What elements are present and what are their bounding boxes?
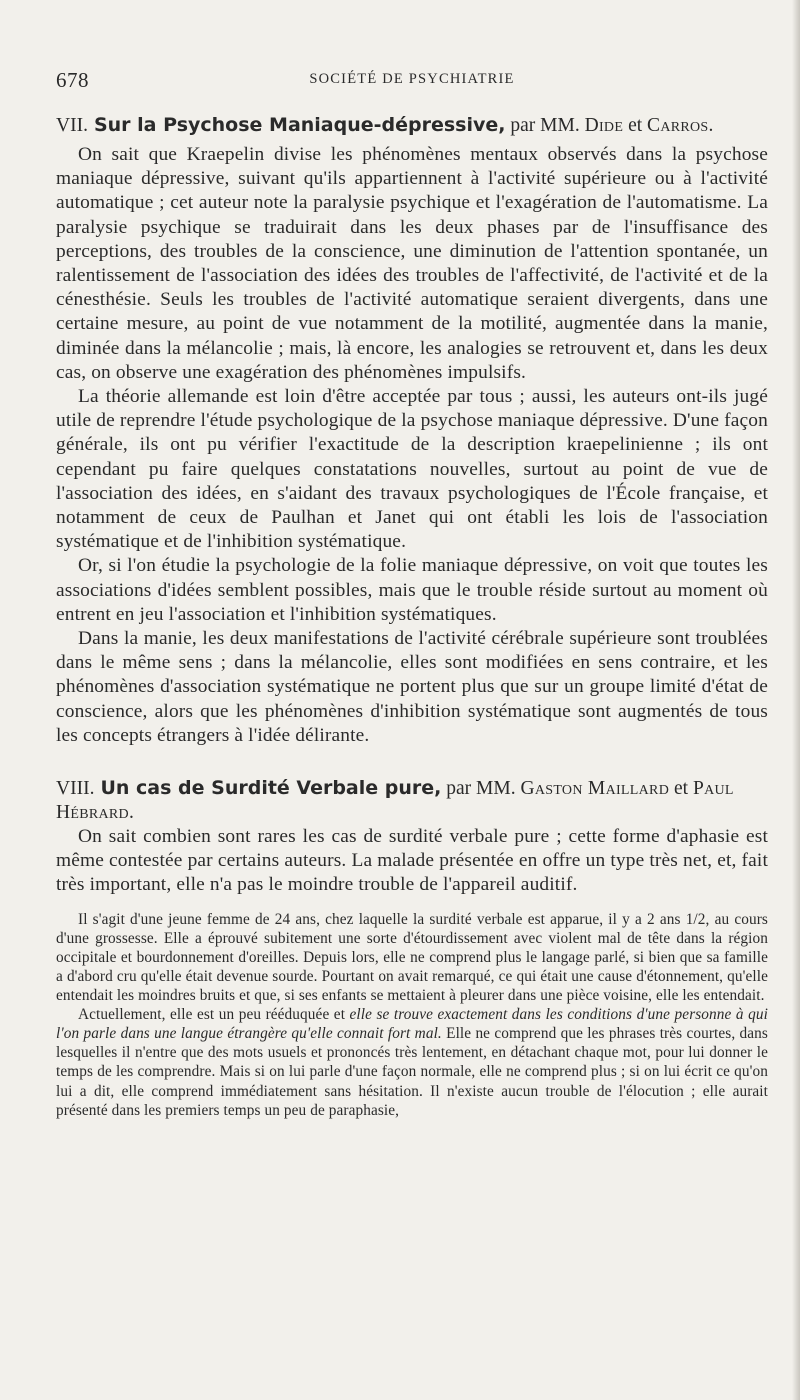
section-vii-heading: [56, 112, 768, 139]
section-vii-author-1: Dide: [584, 115, 624, 136]
section-viii-number: VIII.: [56, 778, 95, 800]
page-content: [56, 112, 768, 1120]
section-viii-author-2: Paul Hébrard.: [56, 778, 734, 824]
section-viii-author-1: Gaston Maillard: [520, 778, 670, 800]
case-report: [56, 910, 768, 1120]
section-vii-paragraph: On sait que Kraepelin divise les phénomènes mentaux observés dans la psychose maniaque dépressive, suivant qu'ils appartiennent à l'activité supérieure ou à l'activité automatique ; cet auteur note la paralysie psychique et l'exagération de l'automatisme. La paralysie psychique se traduirait dans les deux phases par de l'insuffisance des perceptions, des troubles de la conscience, une diminution de l'attention spontanée, un ralentissement de l'association des idées des troubles de l'affectivité, de l'activité et de la cénesthésie. Seuls les troubles de l'activité automatique seraient divergents, dans une certaine mesure, au point de vue notamment de la motilité, augmentée dans la manie, diminée dans la mélancolie ; mais, là encore, les analogies se retrouvent et, dans les deux cas, on observe une exagération des phénomènes impulsifs.: [56, 144, 768, 383]
case-report-text: Actuellement, elle est un peu rééduquée et: [78, 1006, 346, 1024]
section-vii-author-2: Carros.: [647, 115, 714, 136]
page-edge-shadow: [792, 0, 800, 1400]
case-report-text: Elle ne comprend que les phrases très courtes, dans lesquelles il n'entre que des mots usuels et prononcés très lentement, en détachant chaque mot, pour lui donner le temps de les comprendre. Mais si on lui parle d'une façon normale, elle ne comprend plus ; si on lui écrit ce qu'on lui a dit, elle comprend immédiatement sans hésitation. Il n'existe aucun trouble de l'élocution ; elle aurait présenté dans les premiers temps un peu de paraphasie,: [56, 1025, 768, 1119]
page-number: 678: [56, 68, 89, 92]
section-vii-paragraph: Or, si l'on étudie la psychologie de la folie maniaque dépressive, on voit que toutes les associations d'idées semblent possibles, mais que le trouble réside surtout au moment où entrent en jeu l'association et l'inhibition systématiques.: [56, 555, 768, 625]
section-viii: [56, 776, 768, 1120]
section-vii-paragraph: Dans la manie, les deux manifestations de l'activité cérébrale supérieure sont troublées dans le même sens ; dans la mélancolie, elles sont modifiées en sens contraire, et les phénomènes d'association systématique ne portent plus que sur un groupe limité d'état de conscience, alors que les phénomènes d'inhibition systématique sont augmentés de tous les concepts étrangers à l'idée délirante.: [56, 628, 768, 746]
case-report-paragraph: [56, 1005, 768, 1120]
case-report-paragraph: Il s'agit d'une jeune femme de 24 ans, chez laquelle la surdité verbale est apparue, il y a 2 ans 1/2, au cours d'une grossesse. Elle a éprouvé subitement une sorte d'étourdissement avec violent mal de tête dans la région occipitale et bourdonnement d'oreilles. Depuis lors, elle ne comprend plus le langage parlé, si bien que sa famille a d'abord cru qu'elle était devenue sourde. Pourtant on avait remarqué, ce qui était une cause d'étonnement, qu'elle entendait les moindres bruits et que, si ses enfants se mettaient à pleurer dans une pièce voisine, elle les entendait.: [56, 910, 768, 1005]
section-viii-intro: On sait combien sont rares les cas de surdité verbale pure ; cette forme d'aphasie est même contestée par certains auteurs. La malade présentée en offre un type très net, et, fait très important, elle n'a pas le moindre trouble de l'appareil auditif.: [56, 826, 768, 896]
section-vii-paragraph: La théorie allemande est loin d'être acceptée par tous ; aussi, les auteurs ont-ils jugé utile de reprendre l'étude psychologique de la psychose maniaque dépressive. D'une façon générale, ils ont pu vérifier l'exactitude de la description kraepelinienne ; ils ont cependant pu faire quelques constatations nouvelles, surtout au point de vue de l'association des idées, en s'aidant des travaux psychologiques de l'École française, et notamment de ceux de Paulhan et Janet qui ont établi les lois de l'association systématique et de l'inhibition systématique.: [56, 386, 768, 553]
section-vii: [56, 112, 768, 748]
section-viii-heading: [56, 776, 768, 825]
section-viii-and: et: [673, 778, 689, 800]
case-report-italic: elle se trouve exactement dans les conditions d'une personne à qui l'on parle dans une langue étrangère qu'elle connait fort mal.: [56, 1006, 768, 1043]
section-viii-title: Un cas de Surdité Verbale pure,: [100, 777, 442, 800]
section-vii-by: par MM.: [510, 115, 580, 136]
section-viii-by: par MM.: [446, 778, 516, 800]
section-vii-title: Sur la Psychose Maniaque-dépressive,: [93, 114, 506, 136]
running-head-title: SOCIÉTÉ DE PSYCHIATRIE: [309, 71, 515, 87]
section-vii-and: et: [628, 115, 643, 136]
running-head: [56, 68, 768, 92]
section-vii-number: VII.: [56, 115, 88, 136]
